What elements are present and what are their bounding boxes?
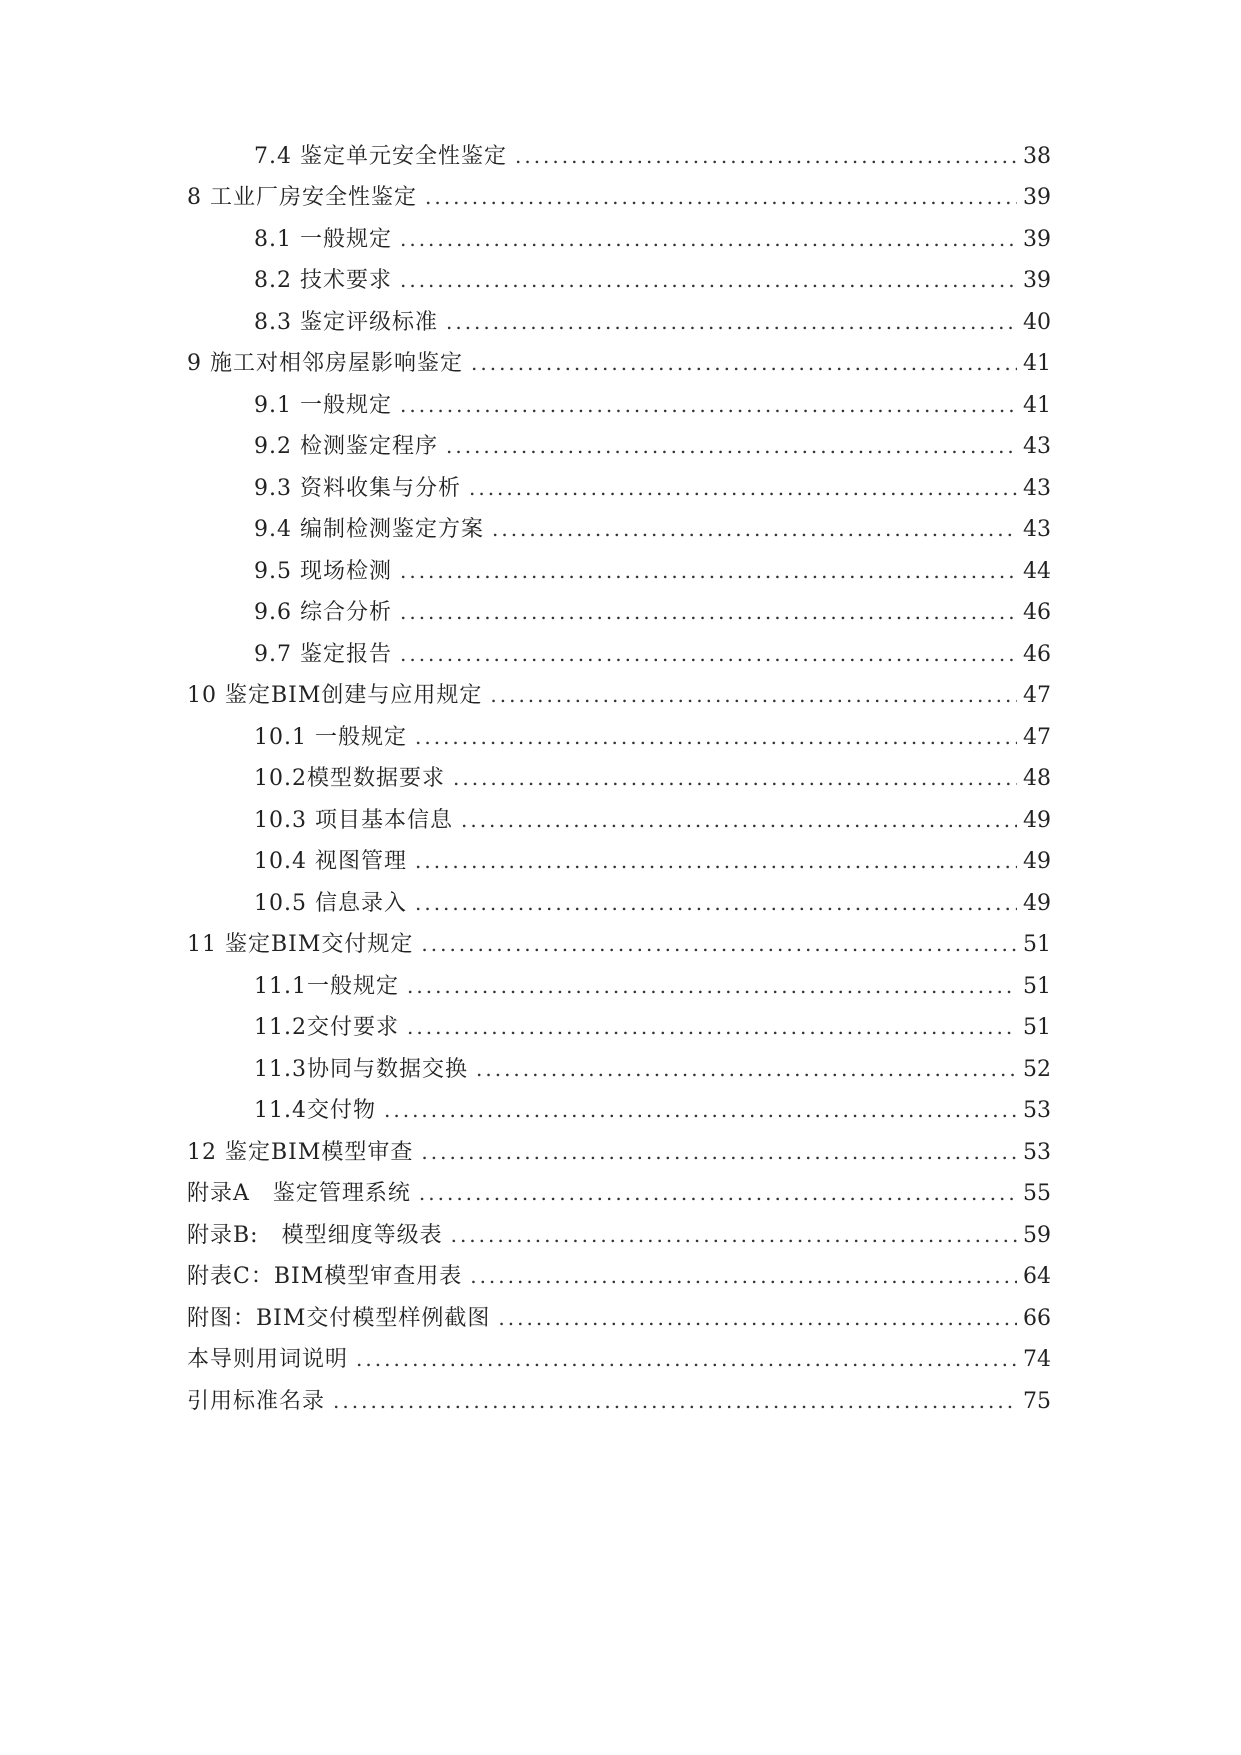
toc-leader-dots (400, 387, 1017, 423)
toc-entry-title: 7.4 鉴定单元安全性鉴定 (254, 144, 507, 169)
toc-entry-title: 本导则用词说明 (187, 1347, 349, 1372)
toc-entry[interactable] (254, 387, 1051, 423)
toc-entry[interactable] (187, 1300, 1051, 1336)
toc-page-number: 49 (1023, 808, 1051, 833)
toc-entry-title: 12 鉴定BIM模型审查 (187, 1140, 414, 1165)
toc-leader-dots (461, 802, 1017, 838)
toc-page-number: 47 (1023, 725, 1051, 750)
toc-entry[interactable] (254, 304, 1051, 340)
toc-page-number: 39 (1023, 268, 1051, 293)
toc-leader-dots (356, 1341, 1017, 1377)
toc-leader-dots (415, 719, 1017, 755)
toc-leader-dots (421, 926, 1017, 962)
toc-leader-dots (419, 1175, 1017, 1211)
toc-leader-dots (498, 1300, 1017, 1336)
toc-page-number: 59 (1023, 1223, 1051, 1248)
toc-page-number: 49 (1023, 891, 1051, 916)
toc-leader-dots (421, 1134, 1017, 1170)
toc-page-number: 53 (1023, 1098, 1051, 1123)
toc-page-number: 64 (1023, 1264, 1051, 1289)
toc-page-number: 44 (1023, 559, 1051, 584)
toc-entry-title: 10.2模型数据要求 (254, 766, 445, 791)
toc-entry[interactable] (254, 885, 1051, 921)
toc-entry-title: 10.5 信息录入 (254, 891, 407, 916)
toc-entry-title: 附表C：BIM模型审查用表 (187, 1264, 463, 1289)
toc-entry[interactable] (254, 221, 1051, 257)
toc-entry-title: 10.1 一般规定 (254, 725, 407, 750)
toc-entry-title: 8.3 鉴定评级标准 (254, 310, 438, 335)
toc-entry[interactable] (187, 1341, 1051, 1377)
toc-leader-dots (400, 262, 1017, 298)
toc-entry[interactable] (254, 802, 1051, 838)
toc-entry-title: 9.6 综合分析 (254, 600, 392, 625)
toc-leader-dots (400, 636, 1017, 672)
toc-entry[interactable] (187, 179, 1051, 215)
toc-page-number: 39 (1023, 185, 1051, 210)
toc-leader-dots (446, 428, 1017, 464)
toc-entry[interactable] (254, 470, 1051, 506)
toc-page-number: 51 (1023, 932, 1051, 957)
toc-leader-dots (470, 1258, 1017, 1294)
toc-entry-title: 11.3协同与数据交换 (254, 1057, 468, 1082)
toc-page-number: 52 (1023, 1057, 1051, 1082)
toc-entry-title: 附图：BIM交付模型样例截图 (187, 1306, 491, 1331)
toc-leader-dots (400, 221, 1017, 257)
toc-entry-title: 9 施工对相邻房屋影响鉴定 (187, 351, 463, 376)
toc-entry-title: 引用标准名录 (187, 1389, 326, 1414)
toc-leader-dots (400, 553, 1017, 589)
toc-entry-title: 11 鉴定BIM交付规定 (187, 932, 414, 957)
toc-entry[interactable] (187, 1258, 1051, 1294)
toc-page-number: 48 (1023, 766, 1051, 791)
toc-page-number: 43 (1023, 476, 1051, 501)
toc-entry-title: 11.1一般规定 (254, 974, 399, 999)
toc-page-number: 53 (1023, 1140, 1051, 1165)
toc-page-number: 46 (1023, 642, 1051, 667)
toc-entry[interactable] (254, 719, 1051, 755)
toc-entry[interactable] (187, 677, 1051, 713)
toc-page-number: 43 (1023, 434, 1051, 459)
toc-entry[interactable] (254, 262, 1051, 298)
toc-page-number: 49 (1023, 849, 1051, 874)
toc-entry[interactable] (187, 1175, 1051, 1211)
toc-leader-dots (492, 511, 1017, 547)
toc-entry[interactable] (187, 926, 1051, 962)
toc-entry-title: 8 工业厂房安全性鉴定 (187, 185, 417, 210)
toc-entry[interactable] (187, 345, 1051, 381)
toc-leader-dots (451, 1217, 1017, 1253)
toc-leader-dots (333, 1383, 1017, 1419)
toc-entry-title: 11.4交付物 (254, 1098, 376, 1123)
toc-entry[interactable] (254, 760, 1051, 796)
toc-entry[interactable] (254, 594, 1051, 630)
toc-entry[interactable] (254, 843, 1051, 879)
toc-page-number: 55 (1023, 1181, 1051, 1206)
toc-entry-title: 10.3 项目基本信息 (254, 808, 453, 833)
toc-page-number: 43 (1023, 517, 1051, 542)
toc-entry-title: 10 鉴定BIM创建与应用规定 (187, 683, 483, 708)
toc-leader-dots (415, 843, 1017, 879)
toc-page-number: 47 (1023, 683, 1051, 708)
toc-leader-dots (400, 594, 1017, 630)
toc-entry-title: 9.5 现场检测 (254, 559, 392, 584)
toc-entry[interactable] (254, 968, 1051, 1004)
toc-page-number: 46 (1023, 600, 1051, 625)
toc-entry-title: 9.1 一般规定 (254, 393, 392, 418)
toc-entry[interactable] (254, 553, 1051, 589)
toc-entry[interactable] (187, 1217, 1051, 1253)
toc-page-number: 66 (1023, 1306, 1051, 1331)
toc-entry[interactable] (254, 1051, 1051, 1087)
toc-page-number: 51 (1023, 1015, 1051, 1040)
toc-entry-title: 8.2 技术要求 (254, 268, 392, 293)
toc-page-number: 75 (1023, 1389, 1051, 1414)
toc-entry[interactable] (254, 1092, 1051, 1128)
toc-entry-title: 8.1 一般规定 (254, 227, 392, 252)
toc-entry[interactable] (254, 1009, 1051, 1045)
toc-leader-dots (407, 1009, 1017, 1045)
toc-page-number: 41 (1023, 393, 1051, 418)
toc-leader-dots (415, 885, 1017, 921)
toc-entry-title: 11.2交付要求 (254, 1015, 399, 1040)
toc-entry-title: 附录A 鉴定管理系统 (187, 1181, 411, 1206)
toc-entry[interactable] (254, 511, 1051, 547)
toc-page-number: 39 (1023, 227, 1051, 252)
toc-entry[interactable] (254, 428, 1051, 464)
toc-entry-title: 9.3 资料收集与分析 (254, 476, 461, 501)
toc-leader-dots (469, 470, 1017, 506)
toc-leader-dots (384, 1092, 1017, 1128)
toc-leader-dots (453, 760, 1017, 796)
toc-leader-dots (476, 1051, 1017, 1087)
toc-entry[interactable] (187, 1134, 1051, 1170)
toc-page-number: 41 (1023, 351, 1051, 376)
toc-entry-title: 9.2 检测鉴定程序 (254, 434, 438, 459)
toc-entry-title: 附录B: 模型细度等级表 (187, 1223, 443, 1248)
toc-page-number: 38 (1023, 144, 1051, 169)
toc-leader-dots (446, 304, 1017, 340)
toc-page-number: 74 (1023, 1347, 1051, 1372)
toc-leader-dots (425, 179, 1017, 215)
toc-leader-dots (471, 345, 1017, 381)
toc-entry[interactable] (254, 636, 1051, 672)
toc-entry-title: 9.7 鉴定报告 (254, 642, 392, 667)
toc-leader-dots (515, 138, 1017, 174)
toc-entry-title: 9.4 编制检测鉴定方案 (254, 517, 484, 542)
toc-entry[interactable] (254, 138, 1051, 174)
toc-page-number: 40 (1023, 310, 1051, 335)
toc-entry-title: 10.4 视图管理 (254, 849, 407, 874)
toc-page-number: 51 (1023, 974, 1051, 999)
toc-leader-dots (407, 968, 1017, 1004)
toc-entry[interactable] (187, 1383, 1051, 1419)
toc-leader-dots (490, 677, 1017, 713)
